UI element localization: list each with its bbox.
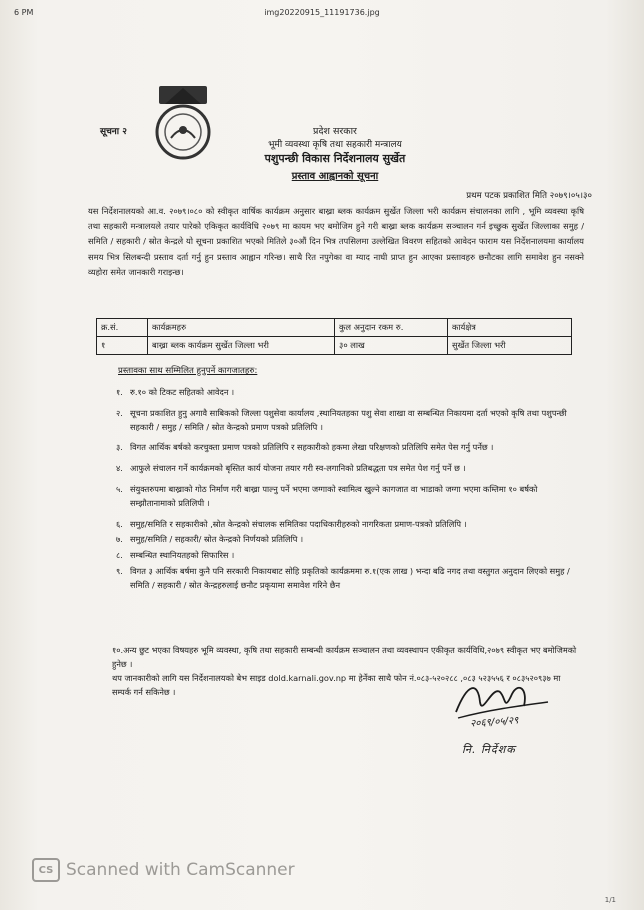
table-cell: बाख्रा ब्लक कार्यक्रम सुर्खेत जिल्ला भरी: [148, 337, 335, 355]
list-item: [116, 533, 570, 547]
item-text: विगत आर्थिक बर्षको करचुक्ता प्रमाण पत्रको प्रतिलिपि र सहकारीको हकमा लेखा परिक्षणको प्रतिलिपि समेत पेस गर्नु पर्नेछ ।: [130, 442, 494, 453]
main-paragraph: यस निर्देशनालयको आ.व. २०७९।०८० को स्वीकृत वार्षिक कार्यक्रम अनुसार बाख्रा ब्लक कार्यक्रम सुर्खेत जिल्ला भरी कार्यक्रम संचालनका लागि , भूमि व्यवस्था कृषि तथा सहकारी मन्त्रालयले तयार पारेको एकिकृत कार्यविधि २०७९ मा कायम भए बमोजिम हुने गरी बाख्रा ब्लक कार्यक्रम सञ्चालन गर्न इच्छुक सुर्खेत जिल्लाका समुह / समिति / सहकारी / स्रोत केन्द्रले यो सूचना प्रकाशित भएको मितिले ३०औं दिन भित्र तपसिलमा उल्लेखित विवरण सहितको आवेदन फाराम यस निर्देशनालयमा कार्यालय समय भित्र सिलबन्दी प्रस्ताव दर्ता गर्नु हुन प्रस्ताव आह्वान गरिन्छ। साथै रित नपुगेका वा म्याद नाघी प्राप्त हुन आएका प्रस्तावहरु छनौटका लागि समावेश हुन नसक्ने व्यहोरा समेत जानकारी गराइन्छ।: [88, 206, 584, 277]
page-number: 1/1: [604, 896, 616, 904]
list-item: [116, 549, 570, 563]
directorate-name: पशुपन्छी विकास निर्देशनालय सुर्खेत: [264, 152, 406, 165]
documents-heading: प्रस्तावका साथ सम्मिलित हुनुपर्ने कागजातहरु:: [118, 366, 258, 376]
list-item: [116, 483, 570, 511]
scanner-label: Scanned with CamScanner: [66, 860, 295, 880]
list-item: [116, 462, 570, 476]
item-text: रु.१० को टिकट सहितको आवेदन ।: [130, 387, 235, 397]
item-number: ७.: [116, 534, 123, 545]
scanner-watermark: [32, 858, 295, 882]
publication-date: प्रथम पटक प्रकाशित मिति २०७९।०५।३०: [466, 191, 592, 201]
table-cell: ३० लाख: [335, 337, 448, 355]
table-cell: १: [97, 337, 148, 355]
item-number: २.: [116, 407, 123, 418]
item-text: समुह/समिति र सहकारीको ,स्रोत केन्द्रको संचालक समितिका पदाधिकारीहरुको नागरिकता प्रमाण-पत्रको प्रतिलिपि ।: [130, 518, 467, 529]
item-number: ३.: [116, 442, 123, 453]
list-item: [116, 441, 570, 455]
table-header-cell: कार्यक्रमहरु: [148, 319, 335, 337]
other-provisions: १०.अन्य छुट भएका विषयहरु भूमि व्यवस्था, कृषि तथा सहकारी सम्बन्धी कार्यक्रम सञ्चालन तथा व्यवस्थापन एकीकृत कार्यविधि,२०७९ स्वीकृत भए बमोजिमको हुनेछ ।: [112, 645, 577, 669]
list-item: [116, 518, 570, 532]
list-item: [116, 565, 570, 593]
item-number: ९.: [116, 565, 123, 576]
item-number: ५.: [116, 483, 123, 494]
notice-number: सूचना २: [100, 127, 127, 137]
province-govt: प्रदेश सरकार: [313, 126, 357, 137]
item-number: १.: [116, 387, 123, 397]
item-number: ४.: [116, 463, 123, 474]
item-text: संयुक्तरुपमा बाख्राको गोठ निर्माण गरी बाख्रा पाल्नु पर्ने भएमा जग्गाको स्वामित्व खुल्ने कागजात वा भाडाको जग्गा भएमा कम्तिमा १० बर्षको सम्झौतानामाको प्रतिलिपी ।: [130, 483, 538, 508]
program-table: [96, 318, 572, 355]
table-header-cell: कार्यक्षेत्र: [448, 319, 572, 337]
notice-title: प्रस्ताव आह्वानको सूचना: [291, 171, 379, 182]
item-number: ६.: [116, 518, 123, 529]
table-row: [97, 337, 572, 355]
ministry-name: भूमी व्यवस्था कृषि तथा सहकारी मन्त्रालय: [268, 140, 402, 150]
signer-title: नि. निर्देशक: [462, 743, 516, 756]
item-text: समुह/समिति / सहकारी/ स्रोत केन्द्रको निर्णयको प्रतिलिपि ।: [130, 534, 304, 545]
list-item: [116, 386, 570, 400]
time-label: 6 PM: [14, 8, 34, 17]
table-header-row: [97, 319, 572, 337]
list-item: [116, 407, 570, 435]
contact-info: थप जानकारीको लागि यस निर्देशनालयको बेभ साइड dold.karnali.gov.np मा हेर्नेका साथै फोन नं.०८३-५२०२८८ ,०८३ ५२३५५६ र ०८३५२०९३७ मा सम्पर्क गर्न सकिनेछ ।: [112, 673, 561, 697]
documents-list: [116, 386, 570, 600]
signature-date: २०६९/०५/२९: [469, 715, 519, 730]
item-number: ८.: [116, 550, 123, 561]
item-text: विगत ३ आर्थिक बर्षमा कुनै पनि सरकारी निकायबाट सोहि प्रकृतिको कार्यक्रममा रु.१(एक लाख ) भन्दा बढि नगद तथा वस्तुगत अनुदान लिएको समुह / समिति / सहकारी / स्रोत केन्द्रहरुलाई छनौट प्रकृयामा समावेश गरिने छैन: [130, 565, 570, 590]
item-text: सूचना प्रकाशित हुनु अगावै साबिकको जिल्ला पशुसेवा कार्यालय ,स्थानियतहका पशु सेवा शाखा वा सम्बन्धित निकायमा दर्ता भएको कृषि तथा पशुपन्छी सहकारी / समुह / समिति / स्रोत केन्द्रको प्रमाण पत्रको प्रतिलिपि ।: [130, 407, 567, 432]
table-cell: सुर्खेत जिल्ला भरी: [448, 337, 572, 355]
item-text: आफुले संचालन गर्ने कार्यक्रमको बृस्तित कार्य योजना तयार गरी स्व-लगानिको प्रतिबद्धता पत्र समेत पेश गर्नु पर्ने छ ।: [130, 463, 466, 474]
table-header-cell: क्र.सं.: [97, 319, 148, 337]
table-header-cell: कुल अनुदान रकम रु.: [335, 319, 448, 337]
file-name: img20220915_11191736.jpg: [264, 8, 380, 17]
camscanner-logo-icon: CS: [32, 858, 60, 882]
item-text: सम्बन्धित स्थानियतहको सिफारिस ।: [130, 550, 235, 561]
